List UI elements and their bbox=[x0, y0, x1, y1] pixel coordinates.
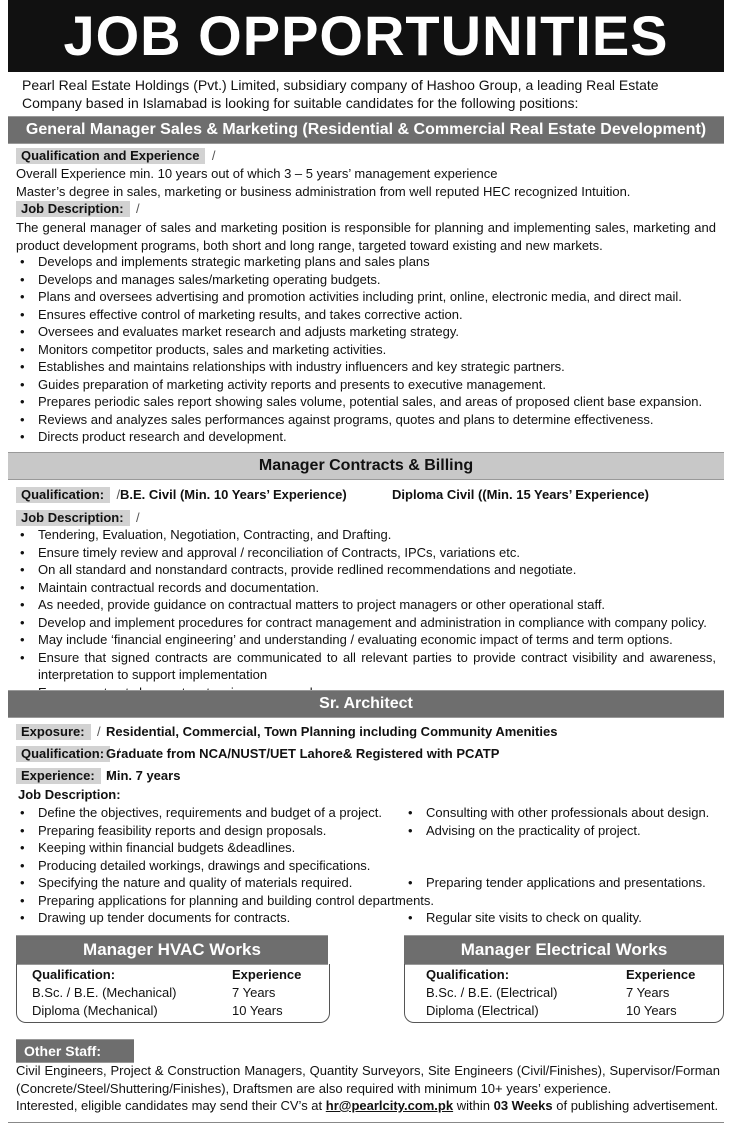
list-item: • Directs product research and development. bbox=[16, 428, 716, 446]
list-item: • Maintain contractual records and documentation. bbox=[16, 579, 716, 597]
arch-qual: Graduate from NCA/NUST/UET Lahore& Registered with PCATP bbox=[106, 746, 500, 761]
gm-qual-lines bbox=[16, 165, 716, 200]
contact-email[interactable]: hr@pearlcity.com.pk bbox=[325, 1098, 454, 1113]
list-item: • On all standard and nonstandard contracts, provide redlined recommendations and negotiate. bbox=[16, 561, 716, 579]
gm-qual-line-1: Overall Experience min. 10 years out of which 3 – 5 years’ management experience bbox=[16, 166, 498, 181]
list-item: • Prepares periodic sales report showing sales volume, potential sales, and areas of proposed client base expansion. bbox=[16, 393, 716, 411]
list-item: • Oversees and evaluates market research and adjusts marketing strategy. bbox=[16, 323, 716, 341]
apply-post: of publishing advertisement. bbox=[556, 1098, 719, 1113]
arch-exposure-label: Exposure: / bbox=[16, 724, 91, 740]
mcb-heading: Manager Contracts & Billing bbox=[8, 452, 724, 480]
page-title: JOB OPPORTUNITIES bbox=[8, 0, 724, 72]
gm-jd-intro: The general manager of sales and marketing position is responsible for planning and implementing sales, marketing and product development programs, both short and long range, targeted toward existing and new markets. bbox=[16, 220, 716, 253]
list-item: • Tendering, Evaluation, Negotiation, Contracting, and Drafting. bbox=[16, 526, 716, 544]
mcb-qual-label: Qualification: / bbox=[16, 487, 110, 503]
gm-qual-label: Qualification and Experience / bbox=[16, 148, 205, 164]
table-row bbox=[32, 984, 322, 1002]
hvac-heading: Manager HVAC Works bbox=[16, 935, 328, 965]
gm-heading: General Manager Sales & Marketing (Residential & Commercial Real Estate Development) bbox=[8, 116, 724, 144]
list-item: • Preparing tender applications and presentations. bbox=[404, 874, 724, 892]
list-item: • Ensure that signed contracts are communicated to all relevant parties to provide contract visibility and awareness, interpretation to support implementation bbox=[16, 649, 716, 684]
list-item: • Regular site visits to check on quality. bbox=[404, 909, 724, 927]
table-cell: B.Sc. / B.E. (Mechanical) bbox=[32, 985, 177, 1000]
hvac-table bbox=[32, 966, 322, 1020]
list-item: • Establishes and maintains relationships with industry influencers and key strategic partners. bbox=[16, 358, 716, 376]
table-row bbox=[426, 1002, 716, 1020]
apply-line bbox=[16, 1097, 720, 1115]
table-cell: 7 Years bbox=[626, 985, 670, 1000]
list-item: • Develop and implement procedures for contract management and administration in compliance with company policy. bbox=[16, 614, 716, 632]
list-item: • Define the objectives, requirements and budget of a project. bbox=[16, 804, 436, 822]
list-item: • Advising on the practicality of project. bbox=[404, 822, 724, 840]
table-cell: 10 Years bbox=[232, 1003, 283, 1018]
list-item: • Ensure timely review and approval / reconciliation of Contracts, IPCs, variations etc. bbox=[16, 544, 716, 562]
arch-right-list bbox=[404, 804, 724, 839]
arch-left-list bbox=[16, 804, 436, 927]
hvac-col-exp: Experience bbox=[232, 967, 302, 982]
mcb-jd-label: Job Description: / bbox=[16, 510, 130, 526]
list-item: • Consulting with other professionals about design. bbox=[404, 804, 724, 822]
list-item: • Plans and oversees advertising and promotion activities including print, online, electronic media, and direct mail. bbox=[16, 288, 716, 306]
other-heading: Other Staff: bbox=[16, 1039, 134, 1063]
gm-jd-label: Job Description: / bbox=[16, 201, 130, 217]
table-cell: 7 Years bbox=[232, 985, 276, 1000]
deadline: 03 Weeks bbox=[493, 1098, 553, 1113]
other-text: Civil Engineers, Project & Construction Managers, Quantity Surveyors, Site Engineers (Civil/Finishes), Supervisor/Forman (Concrete/Steel/Shuttering/Finishes), Draftsmen are also required with minimum 10+ years’ experience. bbox=[16, 1063, 720, 1096]
elec-col-qual: Qualification: bbox=[426, 967, 510, 982]
mcb-bullet-list bbox=[16, 526, 716, 701]
table-row bbox=[426, 984, 716, 1002]
list-item: • Preparing feasibility reports and design proposals. bbox=[16, 822, 436, 840]
arch-right-list-2 bbox=[404, 874, 724, 892]
list-item: • Guides preparation of marketing activity reports and presents to executive management. bbox=[16, 376, 716, 394]
elec-col-exp: Experience bbox=[626, 967, 696, 982]
list-item: • Preparing applications for planning and building control departments. bbox=[16, 892, 436, 910]
list-item: • Monitors competitor products, sales and marketing activities. bbox=[16, 341, 716, 359]
gm-bullet-list bbox=[16, 253, 716, 446]
bottom-divider bbox=[8, 1122, 724, 1123]
gm-qual-line-2: Master’s degree in sales, marketing or business administration from well reputed HEC recognized Intuition. bbox=[16, 183, 631, 199]
table-cell: Diploma (Electrical) bbox=[426, 1003, 539, 1018]
list-item: • Producing detailed workings, drawings and specifications. bbox=[16, 857, 436, 875]
intro-paragraph: Pearl Real Estate Holdings (Pvt.) Limited, subsidiary company of Hashoo Group, a leading Real Estate Company based in Islamabad is looking for suitable candidates for the following positions: bbox=[22, 77, 659, 111]
arch-right-list-3 bbox=[404, 909, 724, 927]
list-item: • Specifying the nature and quality of materials required. bbox=[16, 874, 436, 892]
apply-pre: Interested, eligible candidates may send their CV’s at bbox=[16, 1098, 323, 1113]
hvac-col-qual: Qualification: bbox=[32, 967, 116, 982]
arch-qual-label: Qualification: / bbox=[16, 746, 110, 762]
mcb-qual-b: Diploma Civil ((Min. 15 Years’ Experience) bbox=[392, 487, 649, 502]
list-item: • As needed, provide guidance on contractual matters to project managers or other operational staff. bbox=[16, 596, 716, 614]
list-item: • Drawing up tender documents for contracts. bbox=[16, 909, 436, 927]
arch-jd-label: Job Description: bbox=[18, 787, 121, 802]
table-row bbox=[32, 1002, 322, 1020]
arch-exp-label: Experience: / bbox=[16, 768, 101, 784]
elec-table bbox=[426, 966, 716, 1020]
list-item: • Develops and implements strategic marketing plans and sales plans bbox=[16, 253, 716, 271]
arch-exp: Min. 7 years bbox=[106, 768, 181, 783]
table-row bbox=[32, 966, 322, 984]
arch-exposure: Residential, Commercial, Town Planning including Community Amenities bbox=[106, 724, 558, 739]
list-item: • Reviews and analyzes sales performances against programs, quotes and plans to determine effectiveness. bbox=[16, 411, 716, 429]
table-cell: 10 Years bbox=[626, 1003, 677, 1018]
list-item: • Ensures effective control of marketing results, and takes corrective action. bbox=[16, 306, 716, 324]
job-advertisement bbox=[8, 0, 724, 1127]
list-item: • Keeping within financial budgets &deadlines. bbox=[16, 839, 436, 857]
elec-heading: Manager Electrical Works bbox=[404, 935, 724, 965]
arch-heading: Sr. Architect bbox=[8, 690, 724, 718]
mcb-qual-a: B.E. Civil (Min. 10 Years’ Experience) bbox=[120, 487, 347, 502]
table-row bbox=[426, 966, 716, 984]
table-cell: B.Sc. / B.E. (Electrical) bbox=[426, 985, 558, 1000]
list-item: • May include ‘financial engineering’ and understanding / evaluating economic impact of terms and term options. bbox=[16, 631, 716, 649]
table-cell: Diploma (Mechanical) bbox=[32, 1003, 158, 1018]
apply-mid: within bbox=[456, 1098, 490, 1113]
list-item: • Develops and manages sales/marketing operating budgets. bbox=[16, 271, 716, 289]
